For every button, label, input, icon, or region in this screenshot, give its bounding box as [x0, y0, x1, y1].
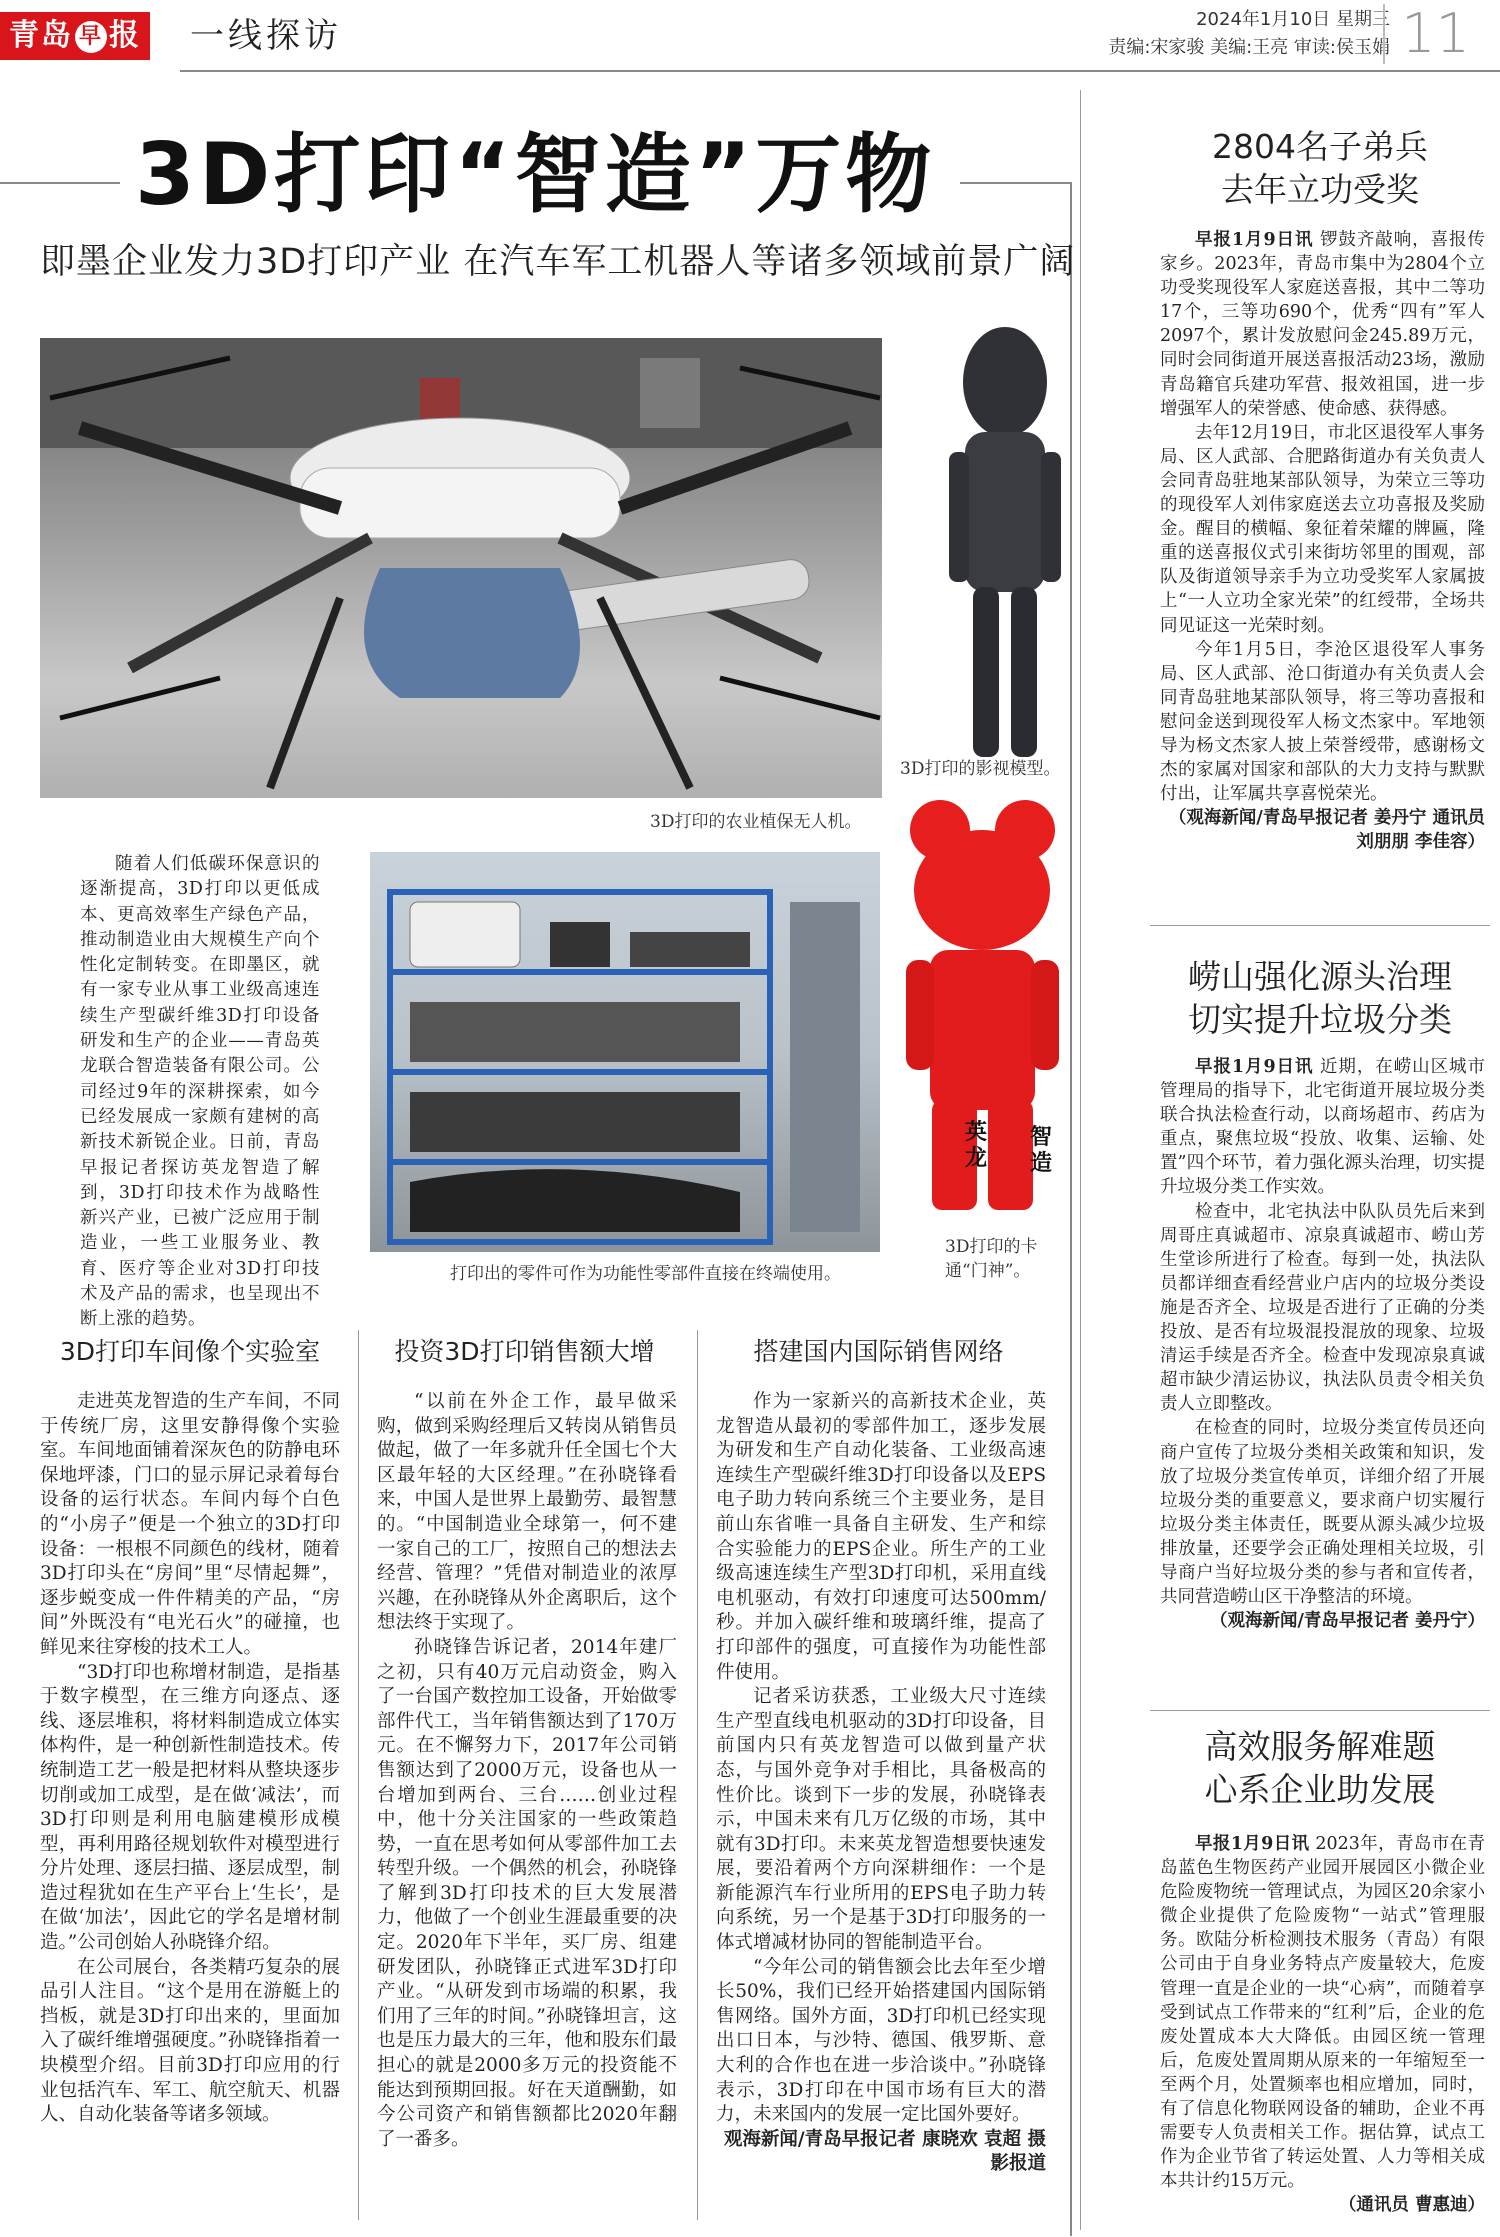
subheadline: 即墨企业发力3D打印产业 在汽车军工机器人等诸多领域前景广阔	[40, 242, 1076, 282]
col3-title: 搭建国内国际销售网络	[753, 1337, 1004, 1366]
side1-credit: （观海新闻/青岛早报记者 姜丹宁 通讯员 刘朋朋 李佳容）	[1168, 808, 1485, 853]
section-title: 一线探访	[190, 16, 342, 56]
side1-body: 早报1月9日讯 锣鼓齐敲响，喜报传家乡。2023年，青岛市集中为2804个立功受奖现役军人家庭送喜报，其中二等功17个，三等功690个，优秀“四有”军人2097个，累计发放慰问金245.89万元，同时会同街道开展送喜报活动23场，激励青岛籍官兵建功军营、报效祖国，进一步增强军人的荣誉感、使命感、获得感。 去年12月19日，市北区退役军人事务局、区人武部、合肥路街道办有关负责人会同青岛驻地某部队领导，为荣立三等功的现役军人刘伟家庭送去立功喜报及奖励金。醒目的横幅、象征着荣耀的牌匾，隆重的送喜报仪式引来街坊邻里的围观，部队及街道领导亲手为立功受奖军人家属披上“一人立功全家光荣”的红绶带，全场共同见证这一光荣时刻。 今年1月5日，李沧区退役军人事务局、区人武部、沧口街道办有关负责人会同青岛驻地某部队领导，将三等功喜报和慰问金送到现役军人杨文杰家中。军地领导为杨文杰家人披上荣誉绶带，感谢杨文杰的家属对国家和部队的大力支持与默默付出，让军属共享喜悦荣光。 （观海新闻/青岛早报记者 姜丹宁 通讯员 刘朋朋 李佳容）	[1160, 228, 1485, 888]
issue-date: 2024年1月10日 星期三	[1196, 9, 1390, 30]
side1-title: 2804名子弟兵 去年立功受奖	[1212, 127, 1428, 209]
drone-photo	[40, 338, 882, 798]
col3-credit: 观海新闻/青岛早报记者 康晓欢 袁超 摄影报道	[723, 2128, 1046, 2175]
page-meta	[1108, 6, 1390, 62]
col2-body: “以前在外企工作，最早做采购，做到采购经理后又转岗从销售员做起，做了一年多就升任全国七个大区最年轻的大区经理。”在孙晓锋看来，中国人是世界上最勤劳、最智慧的。“中国制造业全球第一，何不建一家自己的工厂，按照自己的想法去经营、管理？”凭借对制造业的浓厚兴趣，在孙晓锋从外企离职后，这个想法终于实现了。 孙晓锋告诉记者，2014年建厂之初，只有40万元启动资金，购入了一台国产数控加工设备，开始做零部件代工，当年销售额达到了170万元。在不懈努力下，2017年公司销售额达到了2000万元，设备也从一台增加到两台、三台……创业过程中，他十分关注国家的一些政策趋势，一直在思考如何从零部件加工去转型升级。一个偶然的机会，孙晓锋了解到3D打印技术的巨大发展潜力，他做了一个创业生涯最重要的决定。2020年下半年，买厂房、组建研发团队，孙晓锋正式进军3D打印产业。“从研发到市场端的积累，我们用了三年的时间。”孙晓锋坦言，这也是压力最大的三年，他和股东们最担心的就是2000多万元的投资能不能达到预期回报。好在天道酬勤，如今公司资产和销售额都比2020年翻了一番多。	[377, 1391, 677, 2150]
col3-body: 作为一家新兴的高新技术企业，英龙智造从最初的零部件加工，逐步发展为研发和生产自动化装备、工业级高速连续生产型碳纤维3D打印设备以及EPS电子助力转向系统三个主要业务，是目前山东省唯一具备自主研发、生产和综合实验能力的EPS企业。所生产的工业级高速连续生产型3D打印机，采用直线电机驱动，有效打印速度可达500mm/秒。并加入碳纤维和玻璃纤维，提高了打印部件的强度，可直接作为功能性部件使用。 记者采访获悉，工业级大尺寸连续生产型直线电机驱动的3D打印设备，目前国内只有英龙智造可以做到量产状态，与国外竞争对手相比，具备极高的性价比。谈到下一步的发展，孙晓锋表示，中国未来有几万亿级的市场，其中就有3D打印。未来英龙智造想要快速发展，要沿着两个方向深耕细作：一个是新能源汽车行业所用的EPS电子助力转向系统，另一个是基于3D打印服务的一体式增减材协同的智能制造平台。 “今年公司的销售额会比去年至少增长50%，我们已经开始搭建国内国际销售网络。国外方面，3D打印机已经实现出口日本，与沙特、德国、俄罗斯、意大利的合作也在进一步洽谈中。”孙晓锋表示，3D打印在中国市场有巨大的潜力，未来国内的发展一定比国外要好。 观海新闻/青岛早报记者 康晓欢 袁超 摄影报道	[716, 1390, 1046, 2230]
bear-text-right: 智造	[1030, 1125, 1053, 1176]
shelf-illustration	[370, 852, 880, 1252]
col2-title: 投资3D打印销售额大增	[394, 1337, 655, 1366]
logo-circle: 早	[75, 21, 107, 53]
side3-title: 高效服务解难题 心系企业助发展	[1204, 1727, 1436, 1809]
figure-photo	[945, 322, 1065, 772]
side2-credit: （观海新闻/青岛早报记者 姜丹宁）	[1210, 1611, 1485, 1632]
side2-body: 早报1月9日讯 近期，在崂山区城市管理局的指导下，北宅街道开展垃圾分类联合执法检查行动，以商场超市、药店为重点，聚焦垃圾“投放、收集、运输、处置”四个环节，着力强化源头治理，切实提升垃圾分类工作实效。 检查中，北宅执法中队队员先后来到周哥庄真诚超市、凉泉真诚超市、崂山芳生堂诊所进行了检查。每到一处，执法队员都详细查看经营业户店内的垃圾分类设施是否齐全、垃圾是否进行了正确的分类投放、是否有垃圾混投混放的现象、垃圾清运手续是否齐全。检查中发现凉泉真诚超市缺少清运协议，执法队员责令相关负责人立即整改。 在检查的同时，垃圾分类宣传员还向商户宣传了垃圾分类相关政策和知识，发放了垃圾分类宣传单页，详细介绍了开展垃圾分类的重要意义，要求商户切实履行垃圾分类主体责任，既要从源头减少垃圾排放量，还要学会正确处理相关垃圾，引导商户当好垃圾分类的参与者和宣传者，共同营造崂山区干净整洁的环境。 （观海新闻/青岛早报记者 姜丹宁）	[1160, 1055, 1485, 1715]
shelf-photo	[370, 852, 880, 1252]
bear-text-left: 英龙	[965, 1120, 988, 1171]
side2-title: 崂山强化源头治理 切实提升垃圾分类	[1188, 957, 1452, 1039]
section-divider	[180, 70, 1500, 72]
editor-credits: 责编:宋家骏 美编:王亮 审读:侯玉娟	[1108, 37, 1390, 58]
shelf-caption: 打印出的零件可作为功能性零部件直接在终端使用。	[450, 1264, 841, 1284]
logo-text-1: 青岛	[9, 18, 73, 53]
page-number: 11	[1383, 4, 1470, 64]
intro-text: 随着人们低碳环保意识的逐渐提高，3D打印以更低成本、更高效率生产绿色产品，推动制造业由大规模生产向个性化定制转变。在即墨区，就有一家专业从事工业级高速连续生产型碳纤维3D打印设备研发和生产的企业——青岛英龙联合智造装备有限公司。公司经过9年的深耕探索，如今已经发展成一家颇有建树的高新技术新锐企业。日前，青岛早报记者探访英龙智造了解到，3D打印技术作为战略性新兴产业，已被广泛应用于制造业，一些工业服务业、教育、医疗等企业对3D打印技术及产品的需求，也呈现出不断上涨的趋势。	[80, 854, 320, 1330]
newspaper-logo	[0, 12, 150, 60]
logo-text-2: 报	[109, 18, 141, 53]
side3-credit: （通讯员 曹惠迪）	[1338, 2195, 1485, 2216]
side3-body: 早报1月9日讯 2023年，青岛市在青岛蓝色生物医药产业园开展园区小微企业危险废物统一管理试点，为园区20余家小微企业提供了危险废物“一站式”管理服务。欧陆分析检测技术服务（青岛）有限公司由于自身业务特点产废量较大，危废管理一直是企业的一块“心病”，而随着享受到试点工作带来的“红利”后，企业的危废处置成本大大降低。由园区统一管理后，危废处置周期从原来的一年缩短至一至两个月，处置频率也相应增加，同时，有了信息化物联网设备的辅助，企业不再需要专人负责相关工作。据估算，试点工作为企业节省了转运处置、人力等相关成本共计约15万元。 （通讯员 曹惠迪）	[1160, 1832, 1485, 2232]
figure-illustration	[945, 322, 1065, 772]
figure-caption: 3D打印的影视模型。	[900, 759, 1061, 779]
bear-caption: 3D打印的卡通“门神”。	[945, 1237, 1038, 1281]
drone-illustration	[40, 338, 882, 798]
drone-caption: 3D打印的农业植保无人机。	[650, 812, 862, 832]
col1-title: 3D打印车间像个实验室	[59, 1337, 321, 1366]
headline: 3D打印“智造”万物	[135, 125, 936, 225]
col1-body: 走进英龙智造的生产车间，不同于传统厂房，这里安静得像个实验室。车间地面铺着深灰色的防静电环保地坪漆，门口的显示屏记录着每台设备的运行状态。车间内每个白色的“小房子”便是一个独立的3D打印设备：一根根不同颜色的线材，随着3D打印头在“房间”里“尽情起舞”，逐步蜕变成一件件精美的产品，“房间”外既没有“电光石火”的碰撞，也鲜见来往穿梭的技术工人。 “3D打印也称增材制造，是指基于数字模型，在三维方向逐点、逐线、逐层堆积，将材料制造成立体实体构件，是一种创新性制造技术。传统制造工艺一般是把材料从整块逐步切削或加工成型，是在做‘减法’，而3D打印则是利用电脑建模形成模型，再利用路径规划软件对模型进行分片处理、逐层扫描、逐层成型，制造过程犹如在生产平台上‘生长’，是在做‘加法’，因此它的学名是增材制造。”公司创始人孙晓锋介绍。 在公司展台，各类精巧复杂的展品引人注目。“这个是用在游艇上的挡板，就是3D打印出来的，里面加入了碳纤维增强硬度。”孙晓锋指着一块模型介绍。目前3D打印应用的行业包括汽车、军工、航空航天、机器人、自动化装备等诸多领域。	[40, 1391, 340, 2126]
